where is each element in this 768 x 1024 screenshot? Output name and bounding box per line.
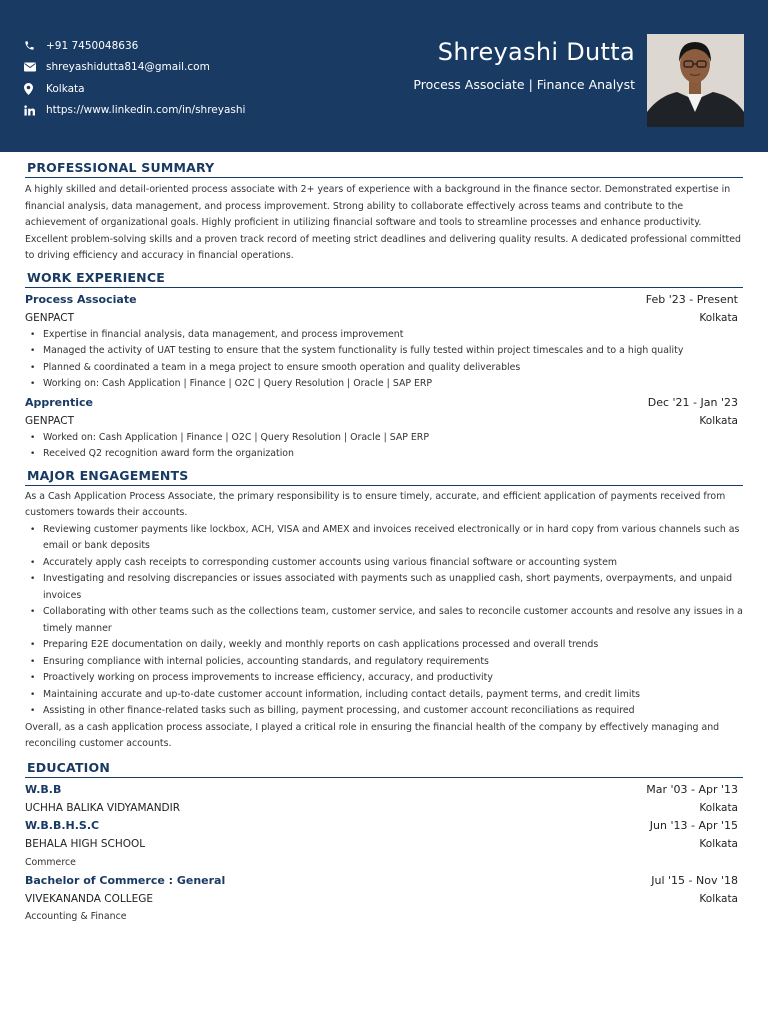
engagements-outro: Overall, as a cash application process associate, I played a critical role in ensuring the financial health of the company by effectively managing and reconciling customer accounts.: [25, 721, 720, 749]
candidate-name: Shreyashi Dutta: [437, 38, 635, 66]
engagement-bullet: • Proactively working on process improvements to increase efficiency, accuracy, and productivity: [25, 670, 743, 687]
location-pin-icon: [24, 83, 46, 95]
phone-icon: [24, 40, 46, 51]
engagement-bullet: • Maintaining accurate and up-to-date customer account information, including contact details, payment terms, and credit limits: [25, 687, 743, 704]
education-school: UCHHA BALIKA VIDYAMANDIR: [25, 801, 181, 814]
education-degree: W.B.B.H.S.C: [25, 818, 100, 832]
engagement-bullet: • Reviewing customer payments like lockbox, ACH, VISA and AMEX and invoices received electronically or in hard copy from various channels such as email or bank deposits: [25, 522, 743, 555]
engagement-bullet: • Ensuring compliance with internal policies, accounting standards, and regulatory requirements: [25, 654, 743, 671]
contact-email: [24, 57, 245, 79]
job-role: Apprentice: [25, 395, 93, 409]
engagements-heading: MAJOR ENGAGEMENTS: [25, 468, 743, 486]
job-bullet: • Working on: Cash Application | Finance | O2C | Query Resolution | Oracle | SAP ERP: [25, 376, 743, 393]
job-location: Kolkata: [699, 414, 738, 427]
education-location: Kolkata: [699, 837, 738, 850]
engagements-intro: As a Cash Application Process Associate, the primary responsibility is to ensure timely, accurate, and efficient application of payments received from customers towards their accounts.: [25, 490, 726, 518]
job-date: Dec '21 - Jan '23: [647, 395, 738, 409]
resume-body: [25, 156, 743, 922]
candidate-title: Process Associate | Finance Analyst: [413, 77, 635, 92]
engagement-bullet: • Collaborating with other teams such as the collections team, customer service, and sales to reconcile customer accounts and resolve any issues in a timely manner: [25, 604, 743, 637]
engagement-bullet: • Preparing E2E documentation on daily, weekly and monthly reports on cash applications processed and overall trends: [25, 637, 743, 654]
contact-phone: [24, 35, 245, 57]
education-degree: Bachelor of Commerce : General: [25, 873, 226, 887]
job-bullet: • Received Q2 recognition award form the organization: [25, 446, 743, 463]
linkedin-icon: [24, 105, 46, 116]
profile-photo: [647, 34, 744, 127]
location-text: Kolkata: [46, 82, 85, 95]
job-location: Kolkata: [699, 311, 738, 324]
job-bullet: • Managed the activity of UAT testing to ensure that the system functionality is fully tested within project timescales and to a high quality: [25, 343, 743, 360]
job-bullet: • Worked on: Cash Application | Finance | O2C | Query Resolution | Oracle | SAP ERP: [25, 430, 743, 447]
education-entry: [25, 783, 743, 814]
education-note: Accounting & Finance: [25, 910, 127, 922]
education-heading: EDUCATION: [25, 760, 743, 778]
contact-linkedin: [24, 100, 245, 122]
education-school: VIVEKANANDA COLLEGE: [25, 892, 153, 905]
resume-header: [0, 0, 768, 152]
experience-heading: WORK EXPERIENCE: [25, 270, 743, 288]
education-location: Kolkata: [699, 801, 738, 814]
summary-text: A highly skilled and detail-oriented process associate with 2+ years of experience with a background in the finance sector. Demonstrated expertise in financial analysis, data management, and process improvement. Strong ability to collaborate effectively across teams and contribute to the achievement of organizational goals. Highly proficient in utilizing financial software and tools to streamline processes and enhance productivity. Excellent problem-solving skills and a proven track record of meeting strict deadlines and delivering quality results. A dedicated professional committed to driving efficiency and accuracy in financial operations.: [25, 184, 741, 261]
job-org: GENPACT: [25, 311, 75, 324]
summary-heading: PROFESSIONAL SUMMARY: [25, 160, 743, 178]
job-bullet: • Planned & coordinated a team in a mega project to ensure smooth operation and quality deliverables: [25, 360, 743, 377]
education-degree: W.B.B: [25, 782, 62, 796]
engagement-bullet: • Accurately apply cash receipts to corresponding customer accounts using various financial software or accounting system: [25, 555, 743, 572]
job-entry: [25, 396, 743, 463]
education-date: Mar '03 - Apr '13: [646, 782, 738, 796]
contact-location: [24, 78, 245, 100]
education-school: BEHALA HIGH SCHOOL: [25, 837, 146, 850]
email-link[interactable]: shreyashidutta814@gmail.com: [46, 61, 210, 74]
job-org: GENPACT: [25, 414, 75, 427]
linkedin-link[interactable]: https://www.linkedin.com/in/shreyashi: [46, 104, 246, 117]
education-location: Kolkata: [699, 892, 738, 905]
job-role: Process Associate: [25, 292, 137, 306]
envelope-icon: [24, 62, 46, 72]
engagement-bullet: • Investigating and resolving discrepancies or issues associated with payments such as unapplied cash, short payments, overpayments, and unpaid invoices: [25, 571, 743, 604]
job-bullet: • Expertise in financial analysis, data management, and process improvement: [25, 327, 743, 344]
education-entry: [25, 819, 743, 868]
education-entry: [25, 874, 743, 922]
contact-list: [24, 35, 245, 121]
education-date: Jun '13 - Apr '15: [649, 818, 738, 832]
job-entry: [25, 293, 743, 393]
phone-number: +91 7450048636: [46, 39, 139, 52]
education-date: Jul '15 - Nov '18: [651, 873, 738, 887]
job-date: Feb '23 - Present: [645, 292, 738, 306]
engagement-bullet: • Assisting in other finance-related tasks such as billing, payment processing, and customer account reconciliations as required: [25, 703, 743, 720]
education-note: Commerce: [25, 856, 76, 868]
